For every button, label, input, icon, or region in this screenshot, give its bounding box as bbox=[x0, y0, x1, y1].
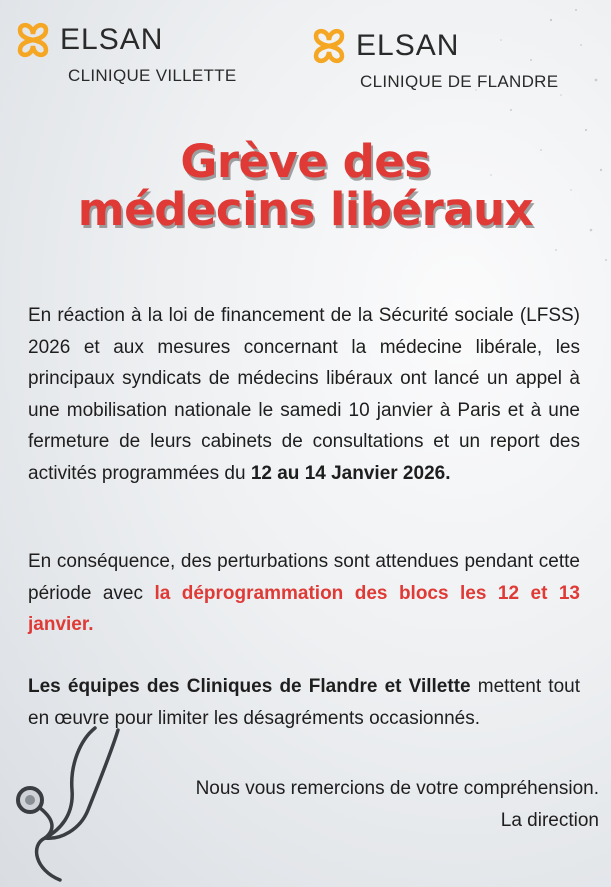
stethoscope-icon bbox=[0, 720, 160, 887]
brand-name: ELSAN bbox=[60, 23, 164, 56]
paragraph-text: En réaction à la loi de financement de la Sécurité sociale (LFSS) 2026 et aux mesures concernant la médecine libérale, les principaux syndicats de médecins libéraux ont lancé un appel à une mobilisation nationale le samedi 10 janvier à Paris et à une fermeture de leurs cabinets de consultations et un report des activités programmées du bbox=[28, 305, 580, 484]
elsan-logo-icon bbox=[308, 26, 350, 66]
page-title bbox=[0, 135, 611, 236]
signature: La direction bbox=[500, 810, 599, 831]
elsan-logo-icon bbox=[12, 20, 54, 60]
paragraph-context bbox=[28, 300, 580, 489]
title-line-1: Grève des bbox=[180, 135, 431, 188]
logo-clinique-flandre bbox=[308, 26, 558, 92]
paragraph-consequence bbox=[28, 546, 580, 641]
brand-name: ELSAN bbox=[356, 29, 460, 62]
paragraph-text: En conséquence, des perturbations sont attendues pendant cette période avec bbox=[28, 551, 580, 604]
clinic-name: CLINIQUE VILLETTE bbox=[68, 66, 237, 85]
title-line-2: médecins libéraux bbox=[77, 183, 534, 236]
logo-clinique-villette bbox=[12, 20, 237, 86]
clinic-name: CLINIQUE DE FLANDRE bbox=[360, 72, 559, 91]
strike-dates: 12 au 14 Janvier 2026. bbox=[250, 462, 451, 484]
teams-bold: Les équipes des Cliniques de Flandre et Villette bbox=[28, 676, 471, 697]
paragraph-text: mettent tout en œuvre pour limiter les désagréments occasionnés. bbox=[28, 676, 580, 729]
thanks-text: Nous vous remercions de votre compréhension. bbox=[195, 778, 599, 799]
deprogramming-highlight: la déprogrammation des blocs les 12 et 13 janvier. bbox=[28, 582, 580, 635]
